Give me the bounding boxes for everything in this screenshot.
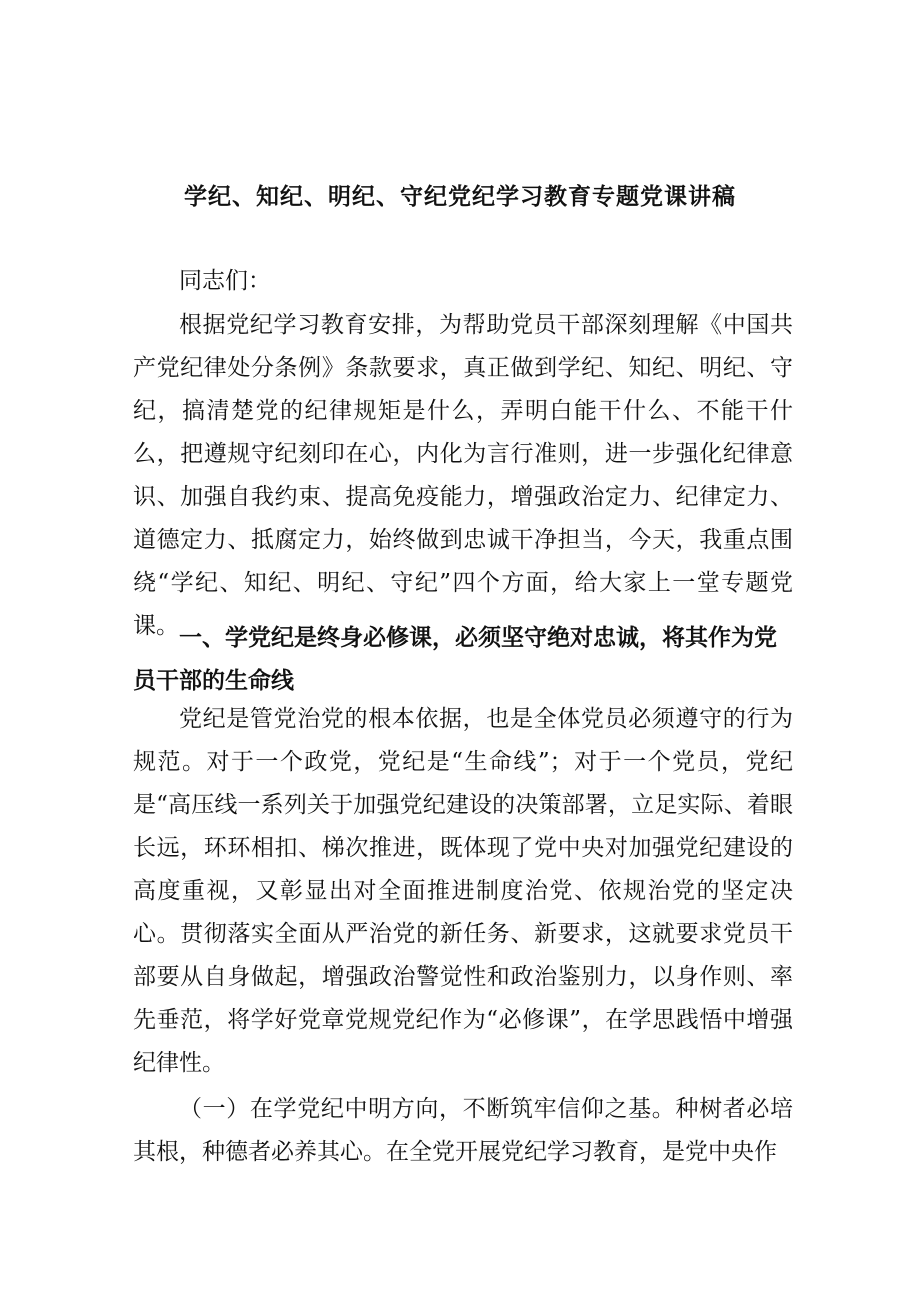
salutation: 同志们： xyxy=(179,268,271,294)
section-heading-1: 一、学党纪是终身必修课，必须坚守绝对忠诚，将其作为党员干部的生命线 xyxy=(133,625,777,694)
document-title: 学纪、知纪、明纪、守纪党纪学习教育专题党课讲稿 xyxy=(184,184,736,210)
intro-paragraph: 根据党纪学习教育安排，为帮助党员干部深刻理解《中国共产党纪律处分条例》条款要求，真正做到学纪、知纪、明纪、守纪，搞清楚党的纪律规矩是什么，弄明白能干什么、不能干什么，把遵规守纪刻印在心，内化为言行准则，进一步强化纪律意识、加强自我约束、提高免疫能力，增强政治定力、纪律定力、道德定力、抵腐定力，始终做到忠诚干净担当，今天，我重点围绕“学纪、知纪、明纪、守纪”四个方面，给大家上一堂专题党课。 xyxy=(133,312,793,639)
section-1-paragraph: 党纪是管党治党的根本依据，也是全体党员必须遵守的行为规范。对于一个政党，党纪是“生命线”；对于一个党员，党纪是“高压线一系列关于加强党纪建设的决策部署，立足实际、着眼长远，环环相扣、梯次推进，既体现了党中央对加强党纪建设的高度重视，又彰显出对全面推进制度治党、依规治党的坚定决心。贯彻落实全面从严治党的新任务、新要求，这就要求党员干部要从自身做起，增强政治警觉性和政治鉴别力，以身作则、率先垂范，将学好党章党规党纪作为“必修课”，在学思践悟中增强纪律性。 xyxy=(133,706,793,1076)
subsection-1-paragraph: （一）在学党纪中明方向，不断筑牢信仰之基。种树者必培其根，种德者必养其心。在全党开展党纪学习教育，是党中央作 xyxy=(133,1096,793,1165)
